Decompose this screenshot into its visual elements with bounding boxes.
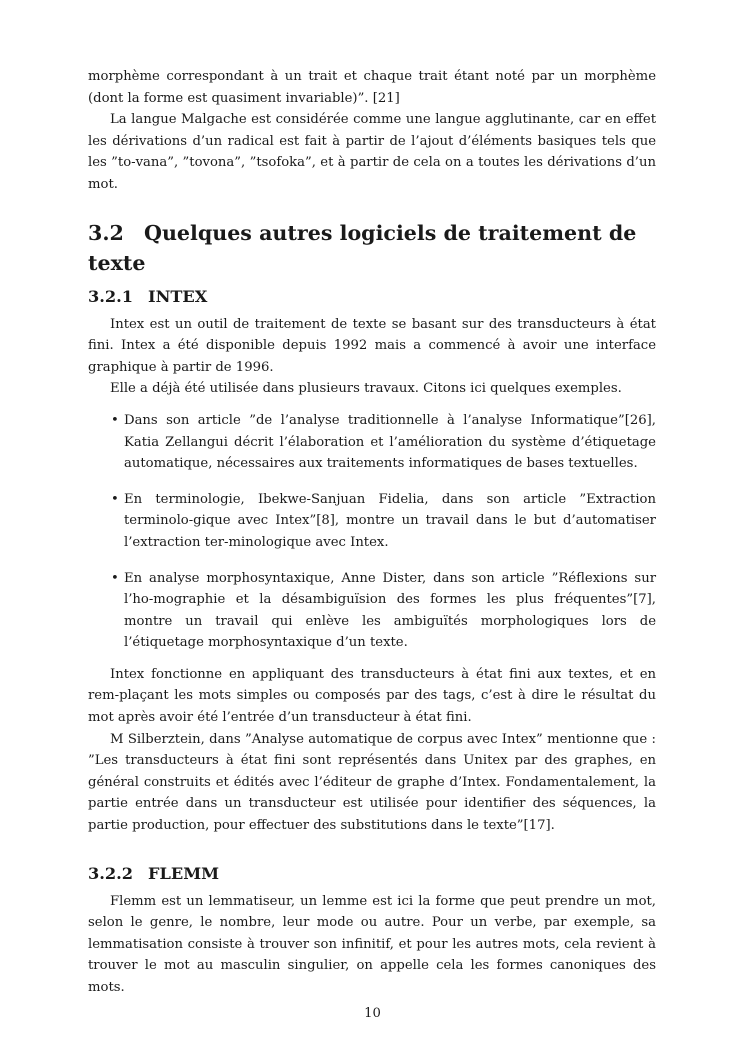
intex-paragraph-3: Intex fonctionne en appliquant des transducteurs à état fini aux textes, et en rem-plaçant les mots simples ou composés par des tags, c’est à dire le résultat du mot après avoir été l’entrée d’un transducteur à état fini. bbox=[88, 666, 656, 726]
document-page bbox=[88, 66, 656, 999]
flemm-paragraph-1: Flemm est un lemmatiseur, un lemme est ici la forme que peut prendre un mot, selon le genre, le nombre, leur mode ou autre. Pour un verbe, par exemple, sa lemmatisation consiste à trouver son infinitif, et pour les autres mots, cela revient à trouver le mot au masculin singulier, on appelle cela les formes canoniques des mots. bbox=[88, 893, 656, 995]
subsection-heading-flemm bbox=[88, 861, 656, 887]
subsection-number-intex: 3.2.1 bbox=[88, 286, 134, 306]
bullet-icon: • bbox=[111, 491, 119, 507]
bullet-icon: • bbox=[111, 412, 119, 428]
intro-paragraph-malagasy: La langue Malgache est considérée comme une langue agglutinante, car en effet les dérivations d’un radical est fait à partir de l’ajout d’éléments basiques tels que les ”to-vana”, ”tovona”, ”tsofoka”, et à partir de cela on a toutes les dérivations d’un mot. bbox=[88, 112, 656, 192]
list-item bbox=[88, 410, 656, 475]
intex-examples-list bbox=[88, 410, 656, 654]
list-item-text: En terminologie, Ibekwe-Sanjuan Fidelia, dans son article ”Extraction terminolo-gique avec Intex”[8], montre un travail dans le but d’automatiser l’extraction ter-minologique avec Intex. bbox=[124, 491, 656, 550]
list-item-text: Dans son article ”de l’analyse traditionnelle à l’analyse Informatique”[26], Katia Zellangui décrit l’élaboration et l’amélioration du système d’étiquetage automatique, nécessaires aux traitements informatiques de bases textuelles. bbox=[124, 412, 656, 472]
list-item bbox=[88, 489, 656, 554]
subsection-heading-intex bbox=[88, 284, 656, 310]
intex-paragraph-1: Intex est un outil de traitement de texte se basant sur des transducteurs à état fini. Intex a été disponible depuis 1992 mais a commencé à avoir une interface graphique à partir de 1996. bbox=[88, 316, 656, 375]
section-heading bbox=[88, 218, 656, 278]
section-number: 3.2 bbox=[88, 220, 124, 245]
intex-paragraph-4: M Silberztein, dans ”Analyse automatique de corpus avec Intex” mentionne que : ”Les transducteurs à état fini sont représentés dans Unitex par des graphes, en général construits et édités avec l’éditeur de graphe d’Intex. Fondamentalement, la partie entrée dans un transducteur est utilisée pour identifier des séquences, la partie production, pour effectuer des substitutions dans le texte”[17]. bbox=[88, 731, 656, 834]
subsection-title-intex: INTEX bbox=[148, 286, 208, 306]
subsection-number-flemm: 3.2.2 bbox=[88, 863, 134, 883]
section-title: Quelques autres logiciels de traitement de texte bbox=[88, 220, 637, 275]
bullet-icon: • bbox=[111, 570, 119, 586]
list-item-text: En analyse morphosyntaxique, Anne Dister, dans son article ”Réflexions sur l’ho-mographie et la désambiguïsion des formes les plus fréquentes”[7], montre un travail qui enlève les ambiguïtés morphologiques lors de l’étiquetage morphosyntaxique d’un texte. bbox=[124, 570, 656, 651]
intex-paragraph-2: Elle a déjà été utilisée dans plusieurs travaux. Citons ici quelques exemples. bbox=[110, 381, 622, 397]
intro-paragraph-continued: morphème correspondant à un trait et chaque trait étant noté par un morphème (dont la forme est quasiment invariable)”. [21] bbox=[88, 69, 656, 106]
list-item bbox=[88, 568, 656, 654]
page-number: 10 bbox=[364, 1006, 381, 1021]
subsection-title-flemm: FLEMM bbox=[148, 863, 220, 883]
